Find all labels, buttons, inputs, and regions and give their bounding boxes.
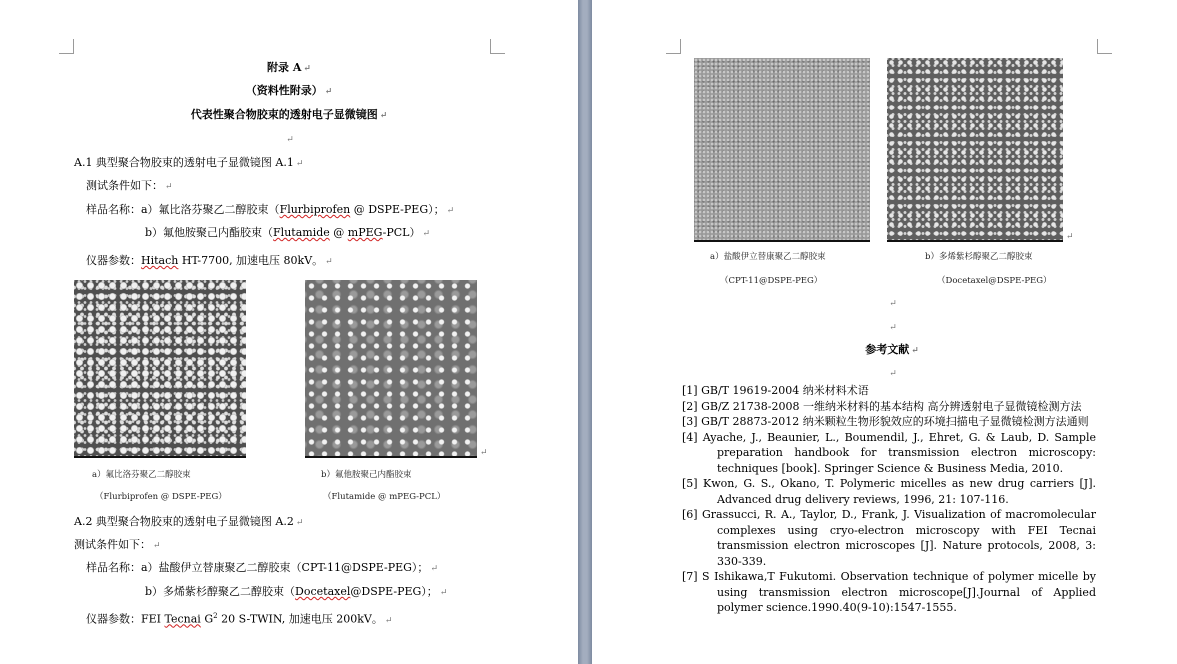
caption-a2-b-sub: （Docetaxel@DSPE-PEG） — [937, 276, 1052, 286]
caption-a1-a-sub: （Flurbiprofen @ DSPE-PEG） — [95, 492, 227, 502]
reference-item: [5] Kwon, G. S., Okano, T. Polymeric micelles as new drug carriers [J]. Advanced drug delivery reviews, 1996, 21: 107-116. — [682, 477, 1096, 506]
margin-corner-mark — [1097, 39, 1112, 54]
a1-sample-a: 样品名称：a）氟比洛芬聚乙二醇胶束（Flurbiprofen @ DSPE-PEG）； ↵ — [86, 203, 455, 216]
section-a2-title: A.2 典型聚合物胶束的透射电子显微镜图 A.2 ↵ — [74, 515, 304, 528]
reference-item: [7] S Ishikawa,T Fukutomi. Observation technique of polymer micelle by using transmission electron microscope[J].Journal of Applied polymer science.1990.40(9-10):1547-1555. — [682, 570, 1096, 614]
a1-sample-b: b）氟他胺聚己内酯胶束（Flutamide @ mPEG-PCL） ↵ — [145, 226, 431, 239]
reference-item: [2] GB/Z 21738-2008 一维纳米材料的基本结构 高分辨透射电子显微镜检测方法 — [682, 399, 1082, 413]
empty-paragraph: ↵ — [889, 299, 897, 309]
reference-item: [1] GB/T 19619-2004 纳米材料术语 — [682, 384, 869, 397]
section-a1-title: A.1 典型聚合物胶束的透射电子显微镜图 A.1 ↵ — [74, 156, 304, 169]
references-list — [682, 383, 1096, 616]
appendix-subheading: （资料性附录） ↵ — [245, 84, 333, 97]
left-document-page[interactable]: 附录 A ↵ （资料性附录） ↵ 代表性聚合物胶束的透射电子显微镜图 ↵ ↵ A.1 典型聚合物胶束的透射电子显微镜图 A.1 ↵ 测试条件如下： ↵ 样品名称：a）氟比洛芬聚乙二醇胶束（Flurbiprofen @ DSPE-PEG）； ↵ b）氟他胺聚己内酯胶束（Flutamide @ mPEG-PCL） ↵ 仪器参数：Hitach HT-7700, 加速电压 80kV。 ↵ ↵ a）氟比洛芬聚乙二醇胶束 （Flurbiprofen @ DSPE-PEG） b）氟他胺聚己内酯胶束 （Flutamide @ mPEG-PCL） A.2 典型聚合物胶束的透射电子显微镜图 A.2 ↵ 测试条件如下： ↵ 样品名称：a）盐酸伊立替康聚乙二醇胶束（CPT-11@DSPE-PEG）； ↵ b）多烯紫杉醇聚乙二醇胶束（Docetaxel@DSPE-PEG）； ↵ 仪器参数：FEI Tecnai $G^2$ 20 S-TWIN, 加速电压 200kV。 ↵ — [0, 0, 578, 664]
a1-conditions: 测试条件如下： ↵ — [86, 179, 173, 192]
page-gutter — [578, 0, 592, 664]
caption-a2-a: a）盐酸伊立替康聚乙二醇胶束 — [710, 252, 826, 262]
a1-instrument: 仪器参数：Hitach HT-7700, 加速电压 80kV。 ↵ — [86, 254, 333, 267]
margin-corner-mark — [490, 39, 505, 54]
empty-paragraph: ↵ — [889, 369, 897, 379]
reference-item: [3] GB/T 28873-2012 纳米颗粒生物形貌效应的环境扫描电子显微镜检测方法通则 — [682, 415, 1089, 428]
a2-instrument: 仪器参数：FEI Tecnai $G^2$ 20 S-TWIN, 加速电压 200kV。 ↵ — [86, 612, 393, 626]
appendix-heading: 附录 A ↵ — [267, 61, 311, 74]
caption-a1-b-sub: （Flutamide @ mPEG-PCL） — [323, 492, 446, 502]
references-title: 参考文献 ↵ — [865, 343, 919, 356]
tem-image-flurbiprofen — [74, 280, 246, 458]
margin-corner-mark — [59, 39, 74, 54]
caption-a2-a-sub: （CPT-11@DSPE-PEG） — [720, 276, 823, 286]
caption-a2-b: b）多烯紫杉醇聚乙二醇胶束 — [925, 252, 1033, 262]
appendix-title: 代表性聚合物胶束的透射电子显微镜图 ↵ — [190, 108, 388, 121]
caption-a1-a: a）氟比洛芬聚乙二醇胶束 — [92, 470, 191, 480]
tem-image-flutamide — [305, 280, 477, 458]
a2-sample-b: b）多烯紫杉醇聚乙二醇胶束（Docetaxel@DSPE-PEG）； ↵ — [145, 585, 448, 598]
empty-paragraph: ↵ — [286, 135, 294, 145]
a2-sample-a: 样品名称：a）盐酸伊立替康聚乙二醇胶束（CPT-11@DSPE-PEG）； ↵ — [86, 561, 438, 574]
reference-item: [4] Ayache, J., Beaunier, L., Boumendil, J., Ehret, G. & Laub, D. Sample preparation handbook for transmission electron microscopy: techniques [book]. Springer Science & Business Media, 2010. — [682, 430, 1096, 475]
a2-conditions: 测试条件如下： ↵ — [74, 538, 161, 551]
tem-image-docetaxel — [887, 58, 1063, 242]
reference-item: [6] Grassucci, R. A., Taylor, D., Frank, J. Visualization of macromolecular complexes using cryo-electron microscopy with FEI Tecnai transmission electron microscopes [J]. Nature protocols, 2008, 3: 330-339. — [682, 508, 1096, 568]
caption-a1-b: b）氟他胺聚己内酯胶束 — [321, 470, 412, 480]
empty-paragraph: ↵ — [889, 323, 897, 333]
margin-corner-mark — [666, 39, 681, 54]
tem-image-cpt11 — [694, 58, 870, 242]
right-document-page[interactable]: ↵ a）盐酸伊立替康聚乙二醇胶束 （CPT-11@DSPE-PEG） b）多烯紫杉醇聚乙二醇胶束 （Docetaxel@DSPE-PEG） ↵ ↵ 参考文献 ↵ ↵ [1] GB/T 19619-2004 纳米材料术语 [2] GB/Z 21738-2008 一维纳米材料的基本结构 高分辨透射电子显微镜检测方法 [3] GB/T 28873-2012 纳米颗粒生物形貌效应的环境扫描电子显微镜检测方法通则 [4] Ayache, J., Beaunier, L., Boumendil, J., Ehret, G. & Laub, D. Sample preparation handbook for transmission electron microscopy: techniques [book]. Springer Science & Business Media, 2010. [5] Kwon, G. S., Okano, T. Polymeric micelles as new drug carriers [J]. Advanced drug delivery reviews, 1996, 21: 107-116. [6] Grassucci, R. A., Taylor, D., Frank, J. Visualization of macromolecular complexes using cryo-electron microscopy with FEI Tecnai transmission electron microscopes [J]. Nature protocols, 2008, 3: 330-339. [7] S Ishikawa,T Fukutomi. Observation technique of polymer micelle by using transmission electron microscope[J].Journal of Applied polymer science.1990.40(9-10):1547-1555. — [592, 0, 1177, 664]
